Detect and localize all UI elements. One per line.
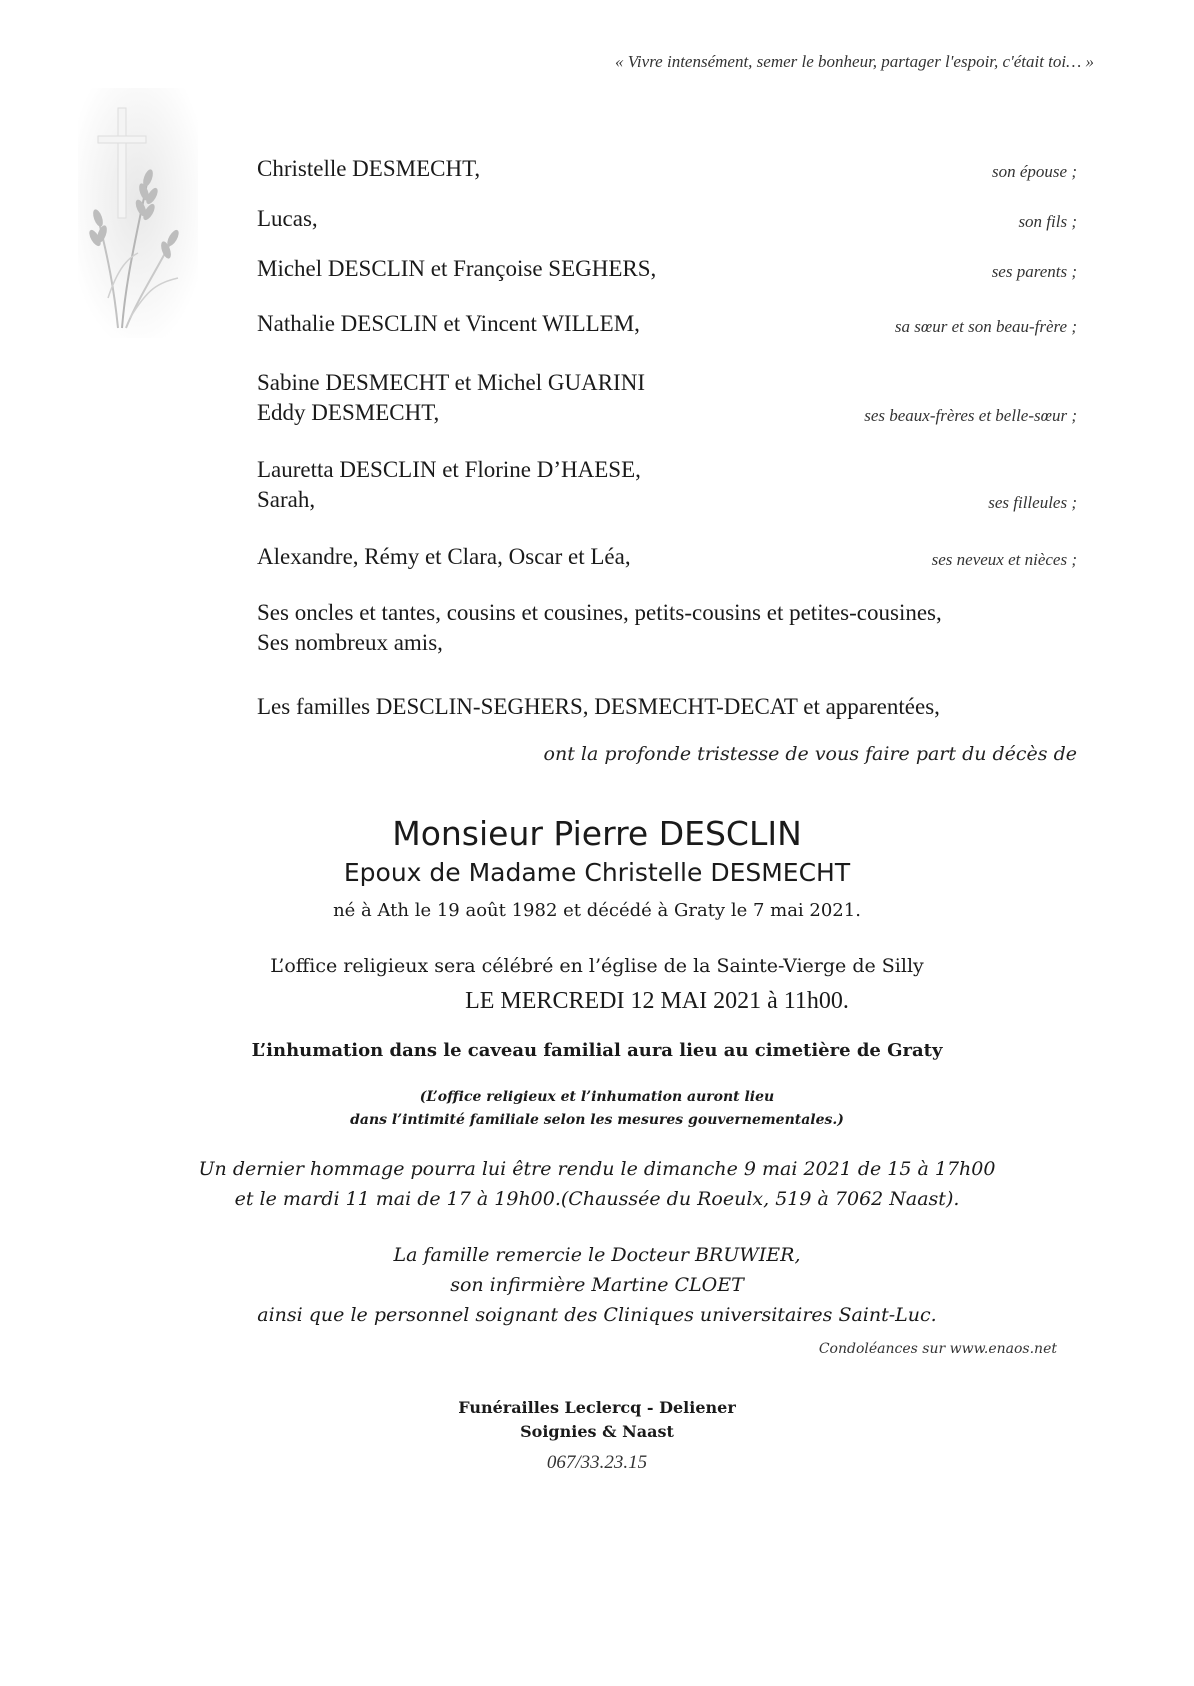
- funeral-home-name: Funérailles Leclercq - Deliener: [458, 1398, 736, 1417]
- family-row-sister: [257, 309, 1077, 339]
- announcement: ont la profonde tristesse de vous faire part du décès de: [543, 743, 1077, 765]
- family-row-son: [257, 204, 1077, 234]
- intimacy-note: [0, 1086, 1194, 1132]
- family-row-in-laws: [257, 368, 1077, 428]
- deceased-spouse: Epoux de Madame Christelle DESMECHT: [343, 858, 851, 887]
- tribute-line: Un dernier hommage pourra lui être rendu le dimanche 9 mai 2021 de 15 à 17h00: [198, 1158, 996, 1180]
- family-relation: ses parents ;: [991, 262, 1077, 281]
- family-row-spouse: [257, 154, 1077, 184]
- extended-family-line: Ses oncles et tantes, cousins et cousines, petits-cousins et petites-cousines,: [257, 600, 942, 625]
- family-name: Christelle DESMECHT,: [257, 156, 481, 181]
- epigraph-quote: « Vivre intensément, semer le bonheur, partager l'espoir, c'était toi… »: [615, 52, 1094, 71]
- family-name: Sabine DESMECHT et Michel GUARINI: [257, 370, 645, 395]
- family-relation: ses beaux-frères et belle-sœur ;: [864, 406, 1077, 425]
- family-relation: sa sœur et son beau-frère ;: [894, 317, 1077, 336]
- tribute-line: et le mardi 11 mai de 17 à 19h00.(Chaussée du Roeulx, 519 à 7062 Naast).: [234, 1188, 960, 1210]
- tribute-info: [0, 1154, 1194, 1214]
- service-datetime: LE MERCREDI 12 MAI 2021 à 11h00.: [465, 988, 849, 1014]
- family-relation: son épouse ;: [992, 162, 1077, 181]
- funeral-home-cities: Soignies & Naast: [520, 1422, 674, 1441]
- thanks-line: ainsi que le personnel soignant des Cliniques universitaires Saint-Luc.: [257, 1304, 937, 1326]
- family-row-parents: [257, 254, 1077, 284]
- intimacy-note-line: dans l’intimité familiale selon les mesures gouvernementales.): [350, 1112, 844, 1128]
- burial-info: L’inhumation dans le caveau familial aura lieu au cimetière de Graty: [251, 1040, 943, 1061]
- family-relation: ses filleules ;: [988, 493, 1077, 512]
- families-line: Les familles DESCLIN-SEGHERS, DESMECHT-DECAT et apparentées,: [257, 694, 940, 719]
- thanks-line: La famille remercie le Docteur BRUWIER,: [393, 1244, 801, 1266]
- family-row-goddaughters: [257, 455, 1077, 515]
- family-name: Michel DESCLIN et Françoise SEGHERS,: [257, 256, 657, 281]
- thanks-line: son infirmière Martine CLOET: [450, 1274, 744, 1296]
- family-relation: son fils ;: [1018, 212, 1077, 231]
- family-name: Lauretta DESCLIN et Florine D’HAESE,: [257, 457, 641, 482]
- intimacy-note-line: (L’office religieux et l’inhumation auront lieu: [419, 1089, 775, 1105]
- family-name: Alexandre, Rémy et Clara, Oscar et Léa,: [257, 544, 631, 569]
- condolences-link[interactable]: Condoléances sur www.enaos.net: [818, 1341, 1057, 1357]
- friends-line: Ses nombreux amis,: [257, 630, 443, 655]
- service-office: L’office religieux sera célébré en l’église de la Sainte-Vierge de Silly: [270, 955, 924, 977]
- family-name: Sarah,: [257, 487, 316, 512]
- wheat-cross-emblem-icon: [78, 88, 198, 338]
- family-row-nephews: [257, 542, 1077, 572]
- deceased-dates: né à Ath le 19 août 1982 et décédé à Graty le 7 mai 2021.: [333, 900, 861, 921]
- thanks-note: [0, 1240, 1194, 1330]
- deceased-name: Monsieur Pierre DESCLIN: [392, 814, 802, 853]
- family-name: Lucas,: [257, 206, 318, 231]
- family-name: Eddy DESMECHT,: [257, 400, 440, 425]
- funeral-home-phone: 067/33.23.15: [546, 1452, 648, 1473]
- family-relation: ses neveux et nièces ;: [931, 550, 1077, 569]
- family-name: Nathalie DESCLIN et Vincent WILLEM,: [257, 311, 640, 336]
- extended-family: [257, 598, 1087, 658]
